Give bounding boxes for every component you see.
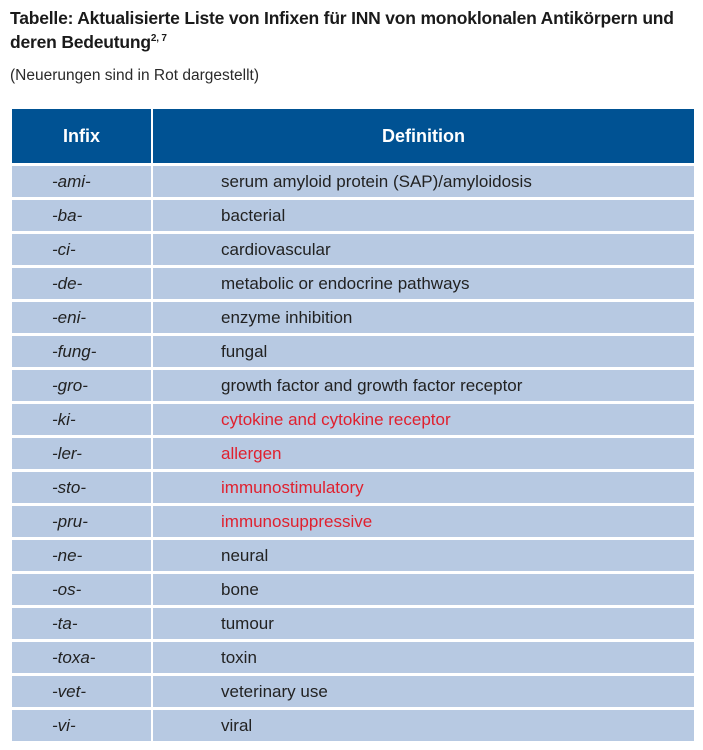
infix-cell: -vet- <box>12 675 152 709</box>
definition-cell: cardiovascular <box>152 233 694 267</box>
infix-cell: -ki- <box>12 403 152 437</box>
infix-cell: -pru- <box>12 505 152 539</box>
table-header <box>12 109 694 165</box>
infix-cell: -vi- <box>12 709 152 742</box>
table-row <box>12 403 694 437</box>
infix-cell: -os- <box>12 573 152 607</box>
table-row <box>12 675 694 709</box>
definition-cell: bone <box>152 573 694 607</box>
table-row <box>12 709 694 742</box>
infix-cell: -sto- <box>12 471 152 505</box>
infix-cell: -ci- <box>12 233 152 267</box>
table-body <box>12 165 694 742</box>
infix-cell: -toxa- <box>12 641 152 675</box>
header-row <box>12 109 694 165</box>
header-infix: Infix <box>12 109 152 165</box>
caption-footnote-ref: 2, 7 <box>150 33 167 44</box>
table-row <box>12 199 694 233</box>
definition-cell: viral <box>152 709 694 742</box>
table-row <box>12 267 694 301</box>
definition-cell: fungal <box>152 335 694 369</box>
table-row <box>12 471 694 505</box>
table-row <box>12 233 694 267</box>
definition-cell: growth factor and growth factor receptor <box>152 369 694 403</box>
definition-cell-new: immunostimulatory <box>152 471 694 505</box>
table-row <box>12 369 694 403</box>
table-row <box>12 437 694 471</box>
table-row <box>12 505 694 539</box>
table-caption <box>10 6 700 54</box>
table-row <box>12 301 694 335</box>
definition-cell: tumour <box>152 607 694 641</box>
infix-cell: -de- <box>12 267 152 301</box>
infix-cell: -ami- <box>12 165 152 199</box>
table-row <box>12 165 694 199</box>
definition-cell-new: immunosuppressive <box>152 505 694 539</box>
definition-cell: veterinary use <box>152 675 694 709</box>
definition-cell: serum amyloid protein (SAP)/amyloidosis <box>152 165 694 199</box>
table-row <box>12 573 694 607</box>
infix-cell: -ne- <box>12 539 152 573</box>
table-row <box>12 335 694 369</box>
infix-cell: -ler- <box>12 437 152 471</box>
definition-cell-new: cytokine and cytokine receptor <box>152 403 694 437</box>
definition-cell: metabolic or endocrine pathways <box>152 267 694 301</box>
infix-cell: -eni- <box>12 301 152 335</box>
table-row <box>12 641 694 675</box>
table-row <box>12 607 694 641</box>
infix-cell: -ba- <box>12 199 152 233</box>
definition-cell-new: allergen <box>152 437 694 471</box>
infix-cell: -ta- <box>12 607 152 641</box>
definition-cell: toxin <box>152 641 694 675</box>
header-definition: Definition <box>152 109 694 165</box>
caption-note: (Neuerungen sind in Rot dargestellt) <box>10 67 259 84</box>
infix-table <box>12 109 694 741</box>
definition-cell: enzyme inhibition <box>152 301 694 335</box>
definition-cell: neural <box>152 539 694 573</box>
infix-cell: -gro- <box>12 369 152 403</box>
infix-cell: -fung- <box>12 335 152 369</box>
table-row <box>12 539 694 573</box>
definition-cell: bacterial <box>152 199 694 233</box>
caption-title: Tabelle: Aktualisierte Liste von Infixen für INN von monoklonalen Antikörpern und deren Bedeutung <box>10 8 674 52</box>
